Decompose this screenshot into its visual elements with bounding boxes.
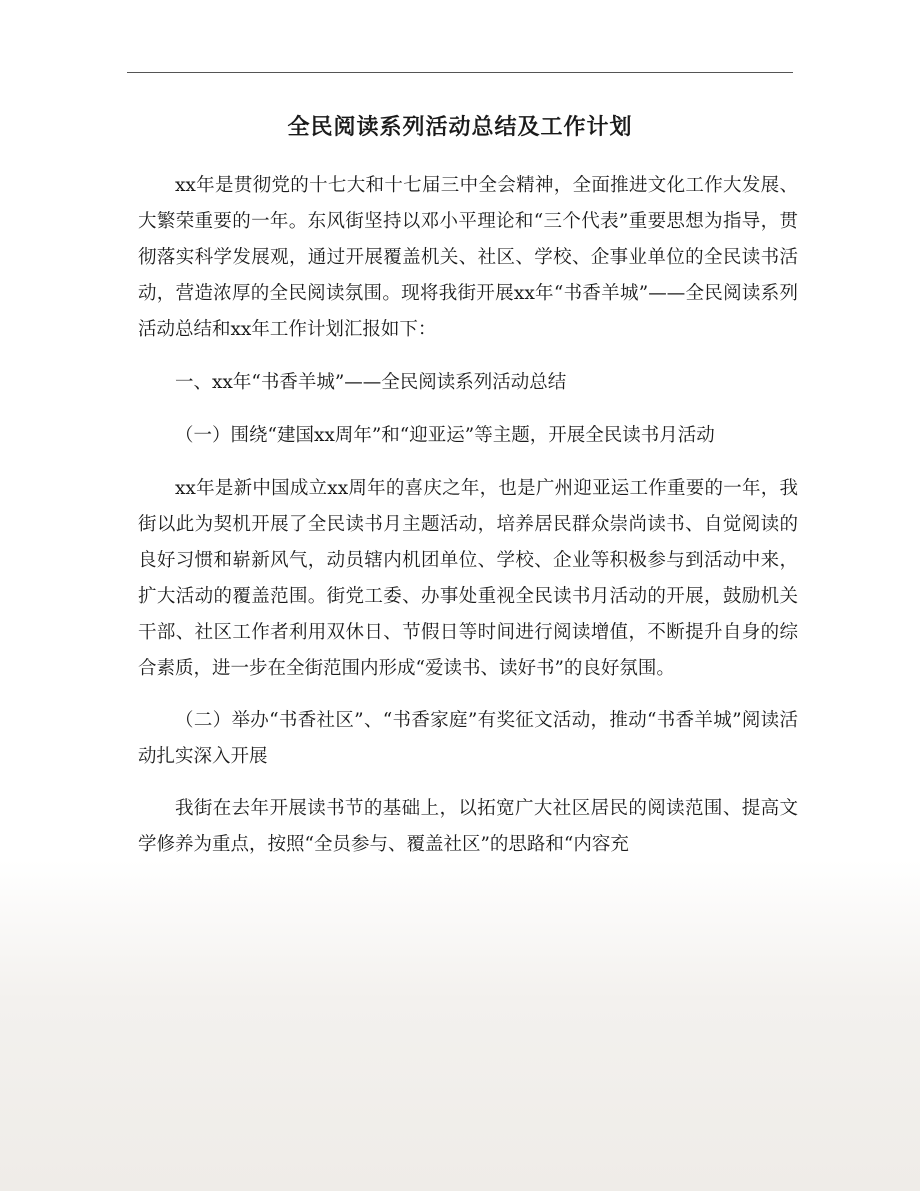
body-paragraph-1: xx年是新中国成立xx周年的喜庆之年，也是广州迎亚运工作重要的一年，我街以此为契机开展了全民读书月主题活动，培养居民群众崇尚读书、自觉阅读的良好习惯和崭新风气，动员辖内机团单位、学校、企业等积极参与到活动中来，扩大活动的覆盖范围。街党工委、办事处重视全民读书月活动的开展，鼓励机关干部、社区工作者利用双休日、节假日等时间进行阅读增值，不断提升自身的综合素质，进一步在全街范围内形成“爱读书、读好书”的良好氛围。 — [138, 478, 798, 679]
section-heading: 一、xx年“书香羊城”——全民阅读系列活动总结 — [175, 372, 567, 393]
intro-paragraph: xx年是贯彻党的十七大和十七届三中全会精神，全面推进文化工作大发展、大繁荣重要的一年。东风街坚持以邓小平理论和“三个代表”重要思想为指导，贯彻落实科学发展观，通过开展覆盖机关、社区、学校、企事业单位的全民读书活动，营造浓厚的全民阅读氛围。现将我街开展xx年“书香羊城”——全民阅读系列活动总结和xx年工作计划汇报如下： — [138, 175, 798, 340]
subsection-heading-2: （二）举办“书香社区”、“书香家庭”有奖征文活动，推动“书香羊城”阅读活动扎实深入开展 — [138, 710, 798, 767]
body-paragraph-2: 我街在去年开展读书节的基础上，以拓宽广大社区居民的阅读范围、提高文学修养为重点，按照“全员参与、覆盖社区”的思路和“内容充 — [138, 798, 798, 855]
document-body — [138, 168, 798, 863]
document-title: 全民阅读系列活动总结及工作计划 — [287, 114, 633, 140]
header-rule — [127, 72, 793, 73]
subsection-heading-1: （一）围绕“建国xx周年”和“迎亚运”等主题，开展全民读书月活动 — [175, 425, 715, 446]
